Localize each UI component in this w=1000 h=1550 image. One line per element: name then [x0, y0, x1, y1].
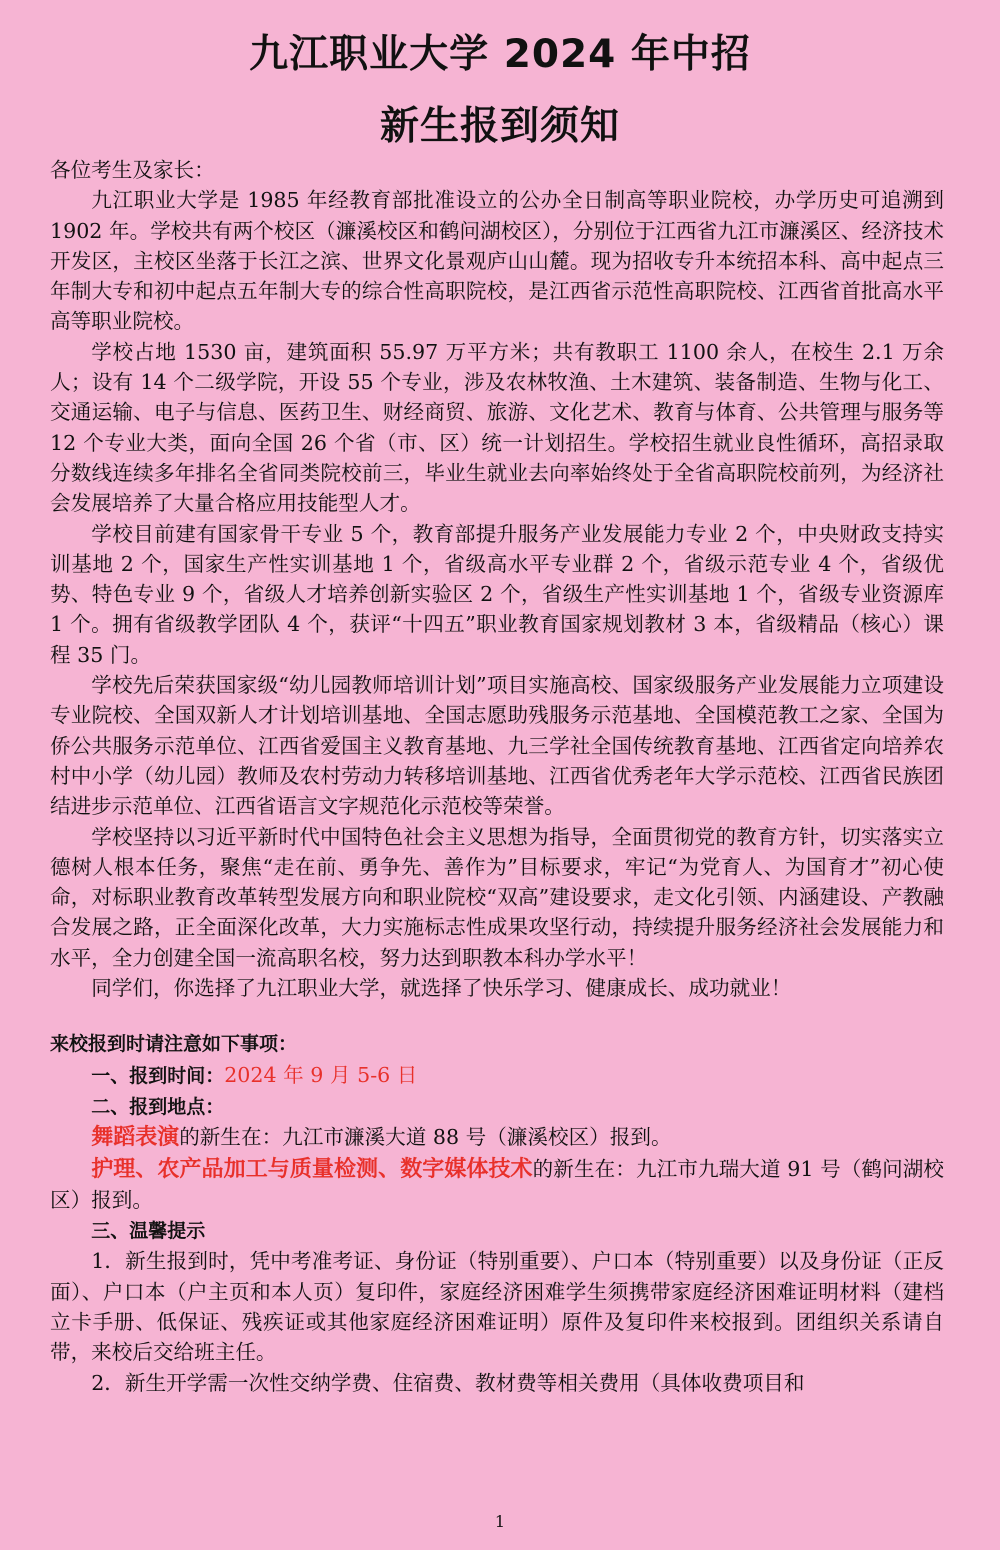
intro-paragraph: 九江职业大学是 1985 年经教育部批准设立的公办全日制高等职业院校，办学历史可追溯到 1902 年。学校共有两个校区（濂溪校区和鹤问湖校区），分别位于江西省九江市濂溪区、经济技术开发区，主校区坐落于长江之滨、世界文化景观庐山山麓。现为招收专升本统招本科、高中起点三年制大专和初中起点五年制大专的综合性高职院校，是江西省示范性高职院校、江西省首批高水平高等职业院校。: [50, 188, 944, 334]
location-hewenhu-text: 的新生在：九江市九瑞大道 91 号（鹤问湖校区）报到。: [50, 1156, 944, 1212]
page-title: 九江职业大学 2024 年中招: [249, 32, 751, 77]
closing-paragraph: 同学们，你选择了九江职业大学，就选择了快乐学习、健康成长、成功就业！: [91, 976, 792, 1001]
notice-heading: 来校报到时请注意如下事项：: [50, 1033, 298, 1056]
page-number: 1: [494, 1512, 506, 1531]
item-time-value: 2024 年 9 月 5-6 日: [224, 1062, 418, 1087]
location-lianxi-text: 的新生在：九江市濂溪大道 88 号（濂溪校区）报到。: [179, 1125, 672, 1150]
facts-paragraph: 学校占地 1530 亩，建筑面积 55.97 万平方米；共有教职工 1100 余人，在校生 2.1 万余人；设有 14 个二级学院，开设 55 个专业，涉及农林牧渔、土木建筑、装备制造、生物与化工、交通运输、电子与信息、医药卫生、财经商贸、旅游、文化艺术、教育与体育、公共管理与服务等 12 个专业大类，面向全国 26 个省（市、区）统一计划招生。学校招生就业良性循环，高招录取分数线连续多年排名全省同类院校前三，毕业生就业去向率始终处于全省高职院校前列，为经济社会发展培养了大量合格应用技能型人才。: [50, 339, 944, 516]
page-subtitle: 新生报到须知: [379, 104, 620, 149]
location-lianxi: [50, 1122, 944, 1153]
tip-2: 2．新生开学需一次性交纳学费、住宿费、教材费等相关费用（具体收费项目和: [91, 1370, 805, 1395]
item-tips: 三、温馨提示: [91, 1220, 206, 1243]
location-hewenhu: [50, 1154, 944, 1216]
spacer: [50, 1003, 944, 1028]
notice-body: [50, 155, 944, 1398]
greeting: 各位考生及家长：: [50, 158, 215, 182]
honors-paragraph: 学校先后荣获国家级“幼儿园教师培训计划”项目实施高校、国家级服务产业发展能力立项建设专业院校、全国双新人才计划培训基地、全国志愿助残服务示范基地、全国模范教工之家、全国为侨公共服务示范单位、江西省爱国主义教育基地、九三学社全国传统教育基地、江西省定向培养农村中小学（幼儿园）教师及农村劳动力转移培训基地、江西省优秀老年大学示范校、江西省民族团结进步示范单位、江西省语言文字规范化示范校等荣誉。: [50, 673, 944, 819]
majors-paragraph: 学校目前建有国家骨干专业 5 个，教育部提升服务产业发展能力专业 2 个，中央财政支持实训基地 2 个，国家生产性实训基地 1 个，省级高水平专业群 2 个，省级示范专业 4 个，省级优势、特色专业 9 个，省级人才培养创新实验区 2 个，省级生产性实训基地 1 个，省级专业资源库 1 个。拥有省级教学团队 4 个，获评“十四五”职业教育国家规划教材 3 本，省级精品（核心）课程 35 门。: [50, 521, 944, 667]
mission-paragraph: 学校坚持以习近平新时代中国特色社会主义思想为指导，全面贯彻党的教育方针，切实落实立德树人根本任务，聚焦“走在前、勇争先、善作为”目标要求，牢记“为党育人、为国育才”初心使命，对标职业教育改革转型发展方向和职业院校“双高”建设要求，走文化引领、内涵建设、产教融合发展之路，正全面深化改革，大力实施标志性成果攻坚行动，持续提升服务经济社会发展能力和水平，全力创建全国一流高职名校，努力达到职教本科办学水平！: [50, 824, 944, 970]
item-location: 二、报到地点：: [91, 1095, 225, 1118]
item-time-label: 一、报到时间：: [91, 1064, 225, 1087]
tip-1: 1．新生报到时，凭中考准考证、身份证（特别重要）、户口本（特别重要）以及身份证（正反面）、户口本（户主页和本人页）复印件，家庭经济困难学生须携带家庭经济困难证明材料（建档立卡手册、低保证、残疾证或其他家庭经济困难证明）原件及复印件来校报到。团组织关系请自带，来校后交给班主任。: [50, 1249, 944, 1365]
item-time: [50, 1060, 944, 1091]
location-lianxi-major: 舞蹈表演: [91, 1125, 180, 1151]
location-hewenhu-major: 护理、农产品加工与质量检测、数字媒体技术: [91, 1156, 533, 1182]
